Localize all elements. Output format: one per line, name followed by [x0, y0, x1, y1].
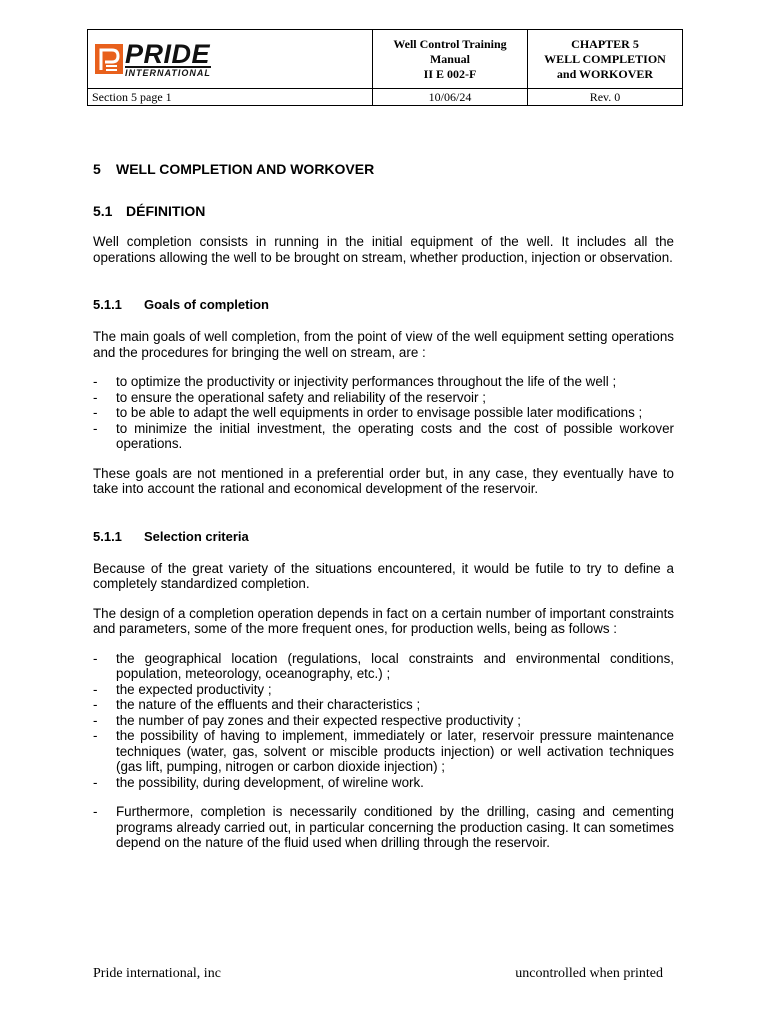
document-header	[87, 29, 683, 106]
list-item: - Furthermore, completion is necessarily conditioned by the drilling, casing and cementing programs already carried out, in particular concerning the production casing. It can sometimes depend on the nature of the fluid used when drilling through the reservoir.	[93, 804, 674, 851]
list-item: - to minimize the initial investment, the operating costs and the cost of possible workover operations.	[93, 421, 674, 452]
heading-number: 5.1	[93, 203, 113, 219]
pride-logo-icon	[95, 44, 123, 74]
manual-title-cell	[373, 30, 528, 89]
list-item: - the geographical location (regulations, local constraints and environmental conditions, population, meteorology, oceanography, etc.) ;	[93, 651, 674, 682]
document-body	[93, 160, 674, 851]
chapter-cell	[528, 30, 683, 89]
manual-title-line: Well Control Training	[393, 36, 507, 51]
heading-title: Goals of completion	[144, 297, 269, 312]
list-item: - the nature of the effluents and their characteristics ;	[93, 697, 674, 713]
heading-number: 5	[93, 161, 101, 177]
logo-name: PRIDE	[125, 38, 211, 69]
paragraph-goals-intro: The main goals of well completion, from the point of view of the well equipment setting operations and the procedures for bringing the well on stream, are :	[93, 329, 674, 360]
chapter-line: WELL COMPLETION	[544, 51, 666, 66]
manual-title-line: Manual	[429, 51, 470, 66]
list-item: - to optimize the productivity or injectivity performances throughout the life of the well ;	[93, 374, 674, 390]
goals-list	[93, 374, 674, 452]
criteria-list	[93, 651, 674, 791]
heading-title: WELL COMPLETION AND WORKOVER	[116, 161, 375, 177]
revision: Rev. 0	[528, 89, 683, 106]
section-page: Section 5 page 1	[88, 89, 373, 106]
company-logo	[88, 30, 372, 88]
footer-company: Pride international, inc	[93, 966, 221, 981]
list-item: - the number of pay zones and their expected respective productivity ;	[93, 713, 674, 729]
heading-number: 5.1.1	[93, 297, 122, 312]
section-heading	[93, 202, 674, 220]
heading-title: Selection criteria	[144, 528, 249, 544]
list-item: - the expected productivity ;	[93, 682, 674, 698]
list-item: - the possibility, during development, of wireline work.	[93, 775, 674, 791]
heading-title: DÉFINITION	[126, 203, 206, 219]
list-item: - to be able to adapt the well equipments in order to envisage possible later modifications ;	[93, 405, 674, 421]
paragraph-definition: Well completion consists in running in the initial equipment of the well. It includes all the operations allowing the well to be brought on stream, whether production, injection or observation.	[93, 234, 674, 265]
subsection-heading-goals	[93, 297, 674, 313]
footer-note: uncontrolled when printed	[515, 966, 663, 981]
logo-cell	[88, 30, 373, 89]
chapter-heading	[93, 160, 674, 178]
manual-code: II E 002-F	[423, 66, 477, 81]
paragraph-goals-note: These goals are not mentioned in a preferential order but, in any case, they eventually have to take into account the rational and economical development of the reservoir.	[93, 465, 674, 496]
furthermore-list	[93, 804, 674, 851]
heading-number: 5.1.1	[93, 528, 122, 544]
chapter-line: and WORKOVER	[556, 66, 654, 81]
logo-subtitle: INTERNATIONAL	[125, 67, 211, 78]
list-item: - to ensure the operational safety and reliability of the reservoir ;	[93, 390, 674, 406]
chapter-line: CHAPTER 5	[571, 36, 639, 51]
subsection-heading-criteria	[93, 529, 674, 545]
document-date: 10/06/24	[373, 89, 528, 106]
list-item: - the possibility of having to implement, immediately or later, reservoir pressure maintenance techniques (water, gas, solvent or miscible products injection) or well activation techniques (gas lift, pumping, nitrogen or carbon dioxide injection) ;	[93, 728, 674, 775]
paragraph-criteria-intro: Because of the great variety of the situations encountered, it would be futile to try to define a completely standardized completion.	[93, 560, 674, 591]
paragraph-design: The design of a completion operation depends in fact on a certain number of important constraints and parameters, some of the more frequent ones, for production wells, being as follows :	[93, 605, 674, 636]
